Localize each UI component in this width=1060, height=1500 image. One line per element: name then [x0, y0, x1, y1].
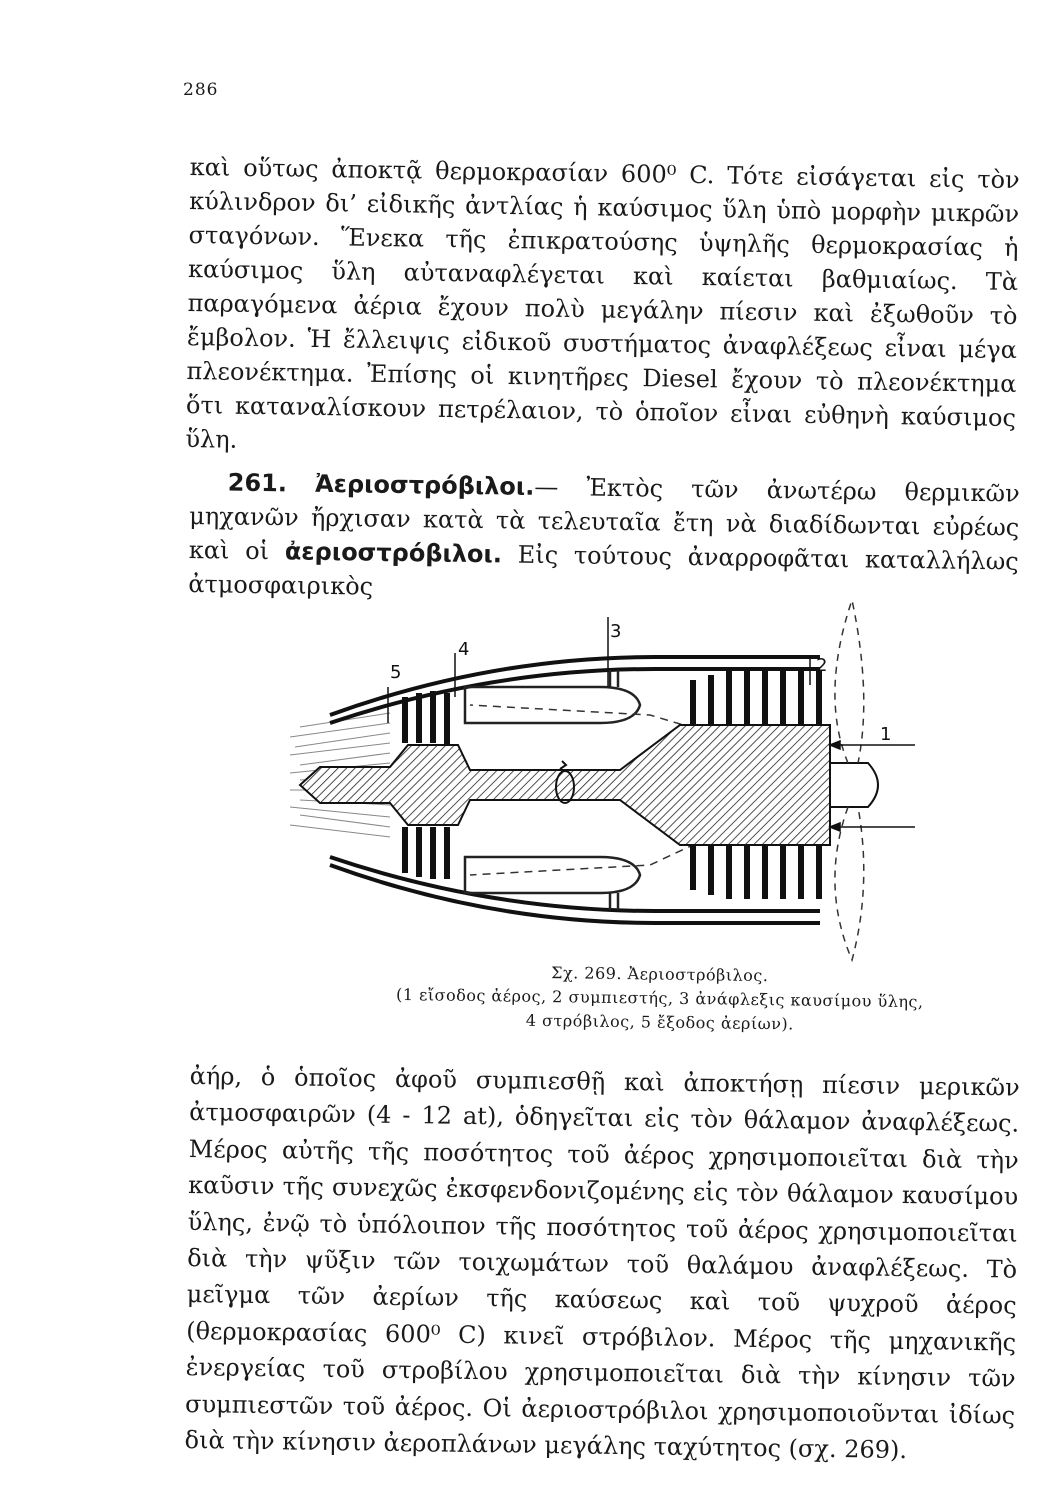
figure-caption-title: Σχ. 269. Ἀεριοστρόβιλος.: [551, 963, 769, 986]
spinner: [830, 763, 878, 807]
paragraph-text: — Ἐκτὸς τῶν ἀνωτέρω θερμικῶν μηχανῶν ἤρχισαν κατὰ τὰ τελευταῖα ἔτη νὰ διαδίδωνται εὐρέως καὶ οἱ: [188, 472, 1020, 566]
figure-label-2: 2: [816, 655, 828, 676]
section-title: Ἀεριοστρόβιλοι.: [314, 469, 535, 501]
figure-caption-legend: 4 στρόβιλος, 5 ἔξοδος ἀερίων).: [525, 1010, 794, 1034]
paragraph-text: Εἰς τούτους ἀναρροφᾶται καταλλήλως ἀτμοσφαιρικὸς: [188, 540, 1019, 601]
gas-turbine-diagram: [290, 595, 930, 970]
highlighted-term: ἀεριοστρόβιλοι.: [284, 537, 503, 569]
figure-label-4: 4: [458, 639, 470, 660]
rotor-shaft: [300, 725, 830, 845]
paragraph-gas-turbines-intro: [188, 465, 1020, 613]
figure-label-3: 3: [610, 621, 622, 642]
figure-label-5: 5: [390, 662, 402, 683]
section-number: 261.: [227, 468, 288, 498]
paragraph-diesel-continuation: καὶ οὕτως ἀποκτᾷ θερμοκρασίαν 600⁰ C. Τότε εἰσάγεται εἰς τὸν κύλινδρον δι’ εἰδικῆς ἀντλίας ἡ καύσιμος ὕλη ὑπὸ μορφὴν μικρῶν σταγόνων. Ἕνεκα τῆς ἐπικρατούσης ὑψηλῆς θερμοκρασίας ἡ καύσιμος ὕλη αὐταναφλέγεται καὶ καίεται βαθμιαίως. Τὰ παραγόμενα ἀέρια ἔχουν πολὺ μεγάλην πίεσιν καὶ ἐξωθοῦν τὸ ἔμβολον. Ἡ ἔλλειψις εἰδικοῦ συστήματος ἀναφλέξεως εἶναι μέγα πλεονέκτημα. Ἐπίσης οἱ κινητῆρες Diesel ἔχουν τὸ πλεονέκτημα ὅτι καταναλίσκουν πετρέλαιον, τὸ ὁποῖον εἶναι εὐθηνὴ καύσιμος ὕλη.: [185, 152, 1020, 454]
paragraph-gas-turbine-operation: ἀήρ, ὁ ὁποῖος ἀφοῦ συμπιεσθῇ καὶ ἀποκτήσῃ πίεσιν μερικῶν ἀτμοσφαιρῶν (4 - 12 at), ὁδηγεῖται εἰς τὸν θάλαμον ἀναφλέξεως. Μέρος αὐτῆς τῆς ποσότητος τοῦ ἀέρος χρησιμοποιεῖται διὰ τὴν καῦσιν τῆς συνεχῶς ἐκσφενδονιζομένης εἰς τὸν θάλαμον καυσίμου ὕλης, ἐνῷ τὸ ὑπόλοιπον τῆς ποσότητος τοῦ ἀέρος χρησιμοποιεῖται διὰ τὴν ψῦξιν τῶν τοιχωμάτων τοῦ θαλάμου ἀναφλέξεως. Τὸ μεῖγμα τῶν ἀερίων τῆς καύσεως καὶ τοῦ ψυχροῦ ἀέρος (θερμοκρασίας 600⁰ C) κινεῖ στρόβιλον. Μέρος τῆς μηχανικῆς ἐνεργείας τοῦ στροβίλου χρησιμοποιεῖται διὰ τὴν κίνησιν τῶν συμπιεστῶν τοῦ ἀέρος. Οἱ ἀεριοστρόβιλοι χρησιμοποιοῦνται ἰδίως διὰ τὴν κίνησιν ἀεροπλάνων μεγάλης ταχύτητος (σχ. 269).: [184, 1061, 1020, 1465]
page-number: 286: [183, 80, 219, 100]
figure-caption-legend: (1 εἴσοδος ἀέρος, 2 συμπιεστής, 3 ἀνάφλεξις καυσίμου ὕλης,: [395, 984, 924, 1012]
figure-label-1: 1: [880, 724, 892, 745]
